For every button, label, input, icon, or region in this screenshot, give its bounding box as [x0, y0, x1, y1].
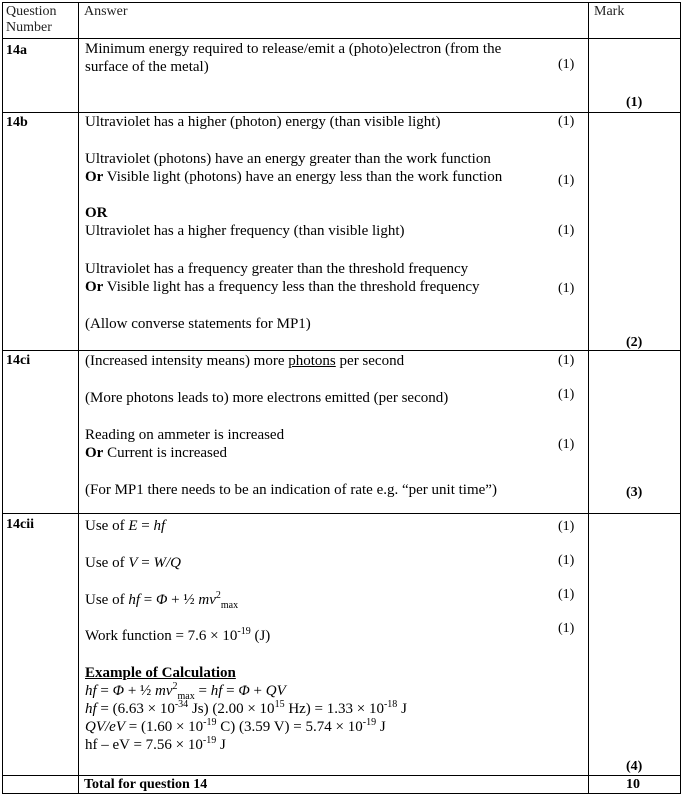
answer-text: J — [216, 737, 226, 753]
marking-point: (1) — [558, 437, 575, 452]
answer-line — [85, 352, 404, 370]
marking-point: (1) — [558, 57, 575, 72]
header-question-number: Question Number — [6, 4, 57, 35]
answer-text: + — [249, 683, 266, 699]
answer-text: = (6.63 × 10 — [96, 701, 175, 717]
answer-text: OR — [85, 205, 108, 221]
answer-text: Or — [85, 169, 104, 185]
answer-line — [85, 591, 238, 609]
answer-line — [85, 204, 108, 222]
answer-text: Work function = 7.6 × 10 — [85, 628, 238, 644]
answer-text: 2 — [215, 590, 221, 601]
answer-text: (For MP1 there needs to be an indication of rate e.g. “per unit time”) — [85, 482, 497, 498]
answer-text: Or — [85, 279, 104, 295]
answer-text: = — [194, 683, 211, 699]
answer-text: Φ — [155, 592, 168, 608]
answer-text: hf — [153, 518, 166, 534]
answer-text: QV/eV — [85, 719, 125, 735]
total-label: Total for question 14 — [84, 777, 208, 792]
answer-line — [85, 664, 236, 682]
answer-line — [85, 426, 284, 444]
answer-text: Use of — [85, 592, 129, 608]
answer-line — [85, 58, 209, 76]
answer-line — [85, 315, 311, 333]
row-total-mark: (4) — [626, 759, 643, 774]
answer-text: (J) — [250, 628, 271, 644]
marking-point: (1) — [558, 281, 575, 296]
row-total-mark: (1) — [626, 95, 643, 110]
question-number: 14b — [6, 115, 28, 130]
answer-line — [85, 168, 502, 186]
marking-point: (1) — [558, 223, 575, 238]
answer-text: J — [397, 701, 407, 717]
answer-line — [85, 260, 468, 278]
answer-line — [85, 517, 165, 535]
answer-text: Ultraviolet has a higher (photon) energy (than visible light) — [85, 114, 441, 130]
total-marks: 10 — [626, 777, 640, 792]
question-number: 14ci — [6, 353, 31, 368]
answer-text: Hz) = 1.33 × 10 — [284, 701, 384, 717]
answer-text: Φ — [112, 683, 125, 699]
marking-point: (1) — [558, 621, 575, 636]
answer-text: hf – eV = 7.56 × 10 — [85, 737, 203, 753]
answer-text: (Increased intensity means) more — [85, 353, 289, 369]
marking-point: (1) — [558, 114, 575, 129]
answer-line — [85, 736, 226, 754]
answer-text: hf — [128, 592, 140, 608]
answer-text: -19 — [202, 735, 217, 746]
answer-line — [85, 150, 491, 168]
answer-text: J — [376, 719, 386, 735]
answer-text: = — [137, 518, 154, 534]
answer-text: Ultraviolet has a frequency greater than the threshold frequency — [85, 261, 469, 277]
answer-text: -19 — [362, 717, 377, 728]
row-total-mark: (3) — [626, 485, 643, 500]
answer-text: Use of — [85, 518, 129, 534]
answer-line — [85, 389, 448, 407]
marking-point: (1) — [558, 353, 575, 368]
answer-line — [85, 444, 227, 462]
answer-text: mv — [198, 592, 216, 608]
answer-text: Ultraviolet (photons) have an energy greater than the work function — [85, 151, 491, 167]
answer-text: Reading on ammeter is increased — [85, 427, 285, 443]
answer-text: Minimum energy required to release/emit a (photo)electron (from the — [85, 41, 502, 57]
answer-text: per second — [335, 353, 405, 369]
answer-text: -19 — [203, 717, 217, 728]
answer-text: Φ — [238, 683, 250, 699]
answer-text: -19 — [237, 626, 251, 637]
answer-text: Or — [85, 445, 104, 461]
answer-text: -34 — [174, 699, 189, 710]
answer-text: (Allow converse statements for MP1) — [85, 316, 311, 332]
answer-line — [85, 627, 270, 645]
answer-text: -18 — [383, 699, 398, 710]
header-answer: Answer — [84, 4, 128, 19]
answer-text: photons — [288, 353, 336, 369]
answer-text: E — [128, 518, 138, 534]
answer-text: Visible light (photons) have an energy less than the work function — [103, 169, 503, 185]
answer-line — [85, 113, 440, 131]
answer-text: 2 — [172, 681, 178, 692]
answer-text: Example of Calculation — [85, 665, 236, 681]
marking-point: (1) — [558, 553, 575, 568]
answer-text: max — [220, 600, 239, 611]
answer-text: Use of — [85, 555, 129, 571]
marking-point: (1) — [558, 519, 575, 534]
answer-line — [85, 481, 497, 499]
answer-line — [85, 222, 404, 240]
answer-text: Visible light has a frequency less than the threshold frequency — [103, 279, 480, 295]
answer-text: surface of the metal) — [85, 59, 209, 75]
answer-line — [85, 682, 286, 700]
answer-text: (More photons leads to) more electrons emitted (per second) — [85, 390, 449, 406]
answer-text: hf — [85, 701, 97, 717]
answer-text: 15 — [274, 699, 285, 710]
answer-text: mv — [155, 683, 173, 699]
answer-text: Current is increased — [103, 445, 228, 461]
answer-text: max — [177, 691, 195, 702]
answer-text: Js) (2.00 × 10 — [188, 701, 275, 717]
answer-text: = — [140, 592, 156, 608]
marking-point: (1) — [558, 387, 575, 402]
question-number: 14cii — [6, 517, 34, 532]
header-mark: Mark — [594, 4, 625, 19]
answer-text: = (1.60 × 10 — [124, 719, 204, 735]
answer-text: Ultraviolet has a higher frequency (than visible light) — [85, 223, 405, 239]
answer-line — [85, 554, 181, 572]
answer-text: = — [137, 555, 154, 571]
marking-point: (1) — [558, 173, 575, 188]
answer-line — [85, 718, 386, 736]
row-total-mark: (2) — [626, 335, 643, 350]
answer-text: + ½ — [167, 592, 199, 608]
answer-text: V — [128, 555, 138, 571]
answer-text: C) (3.59 V) = 5.74 × 10 — [216, 719, 363, 735]
answer-text: hf — [85, 683, 97, 699]
marking-point: (1) — [558, 587, 575, 602]
answer-text: hf — [210, 683, 223, 699]
question-number: 14a — [6, 43, 27, 58]
answer-text: + ½ — [124, 683, 156, 699]
answer-text: = — [96, 683, 113, 699]
answer-line — [85, 700, 407, 718]
answer-text: QV — [265, 683, 286, 699]
answer-text: = — [222, 683, 239, 699]
answer-line — [85, 278, 480, 296]
answer-text: W/Q — [153, 555, 181, 571]
answer-line — [85, 40, 501, 58]
